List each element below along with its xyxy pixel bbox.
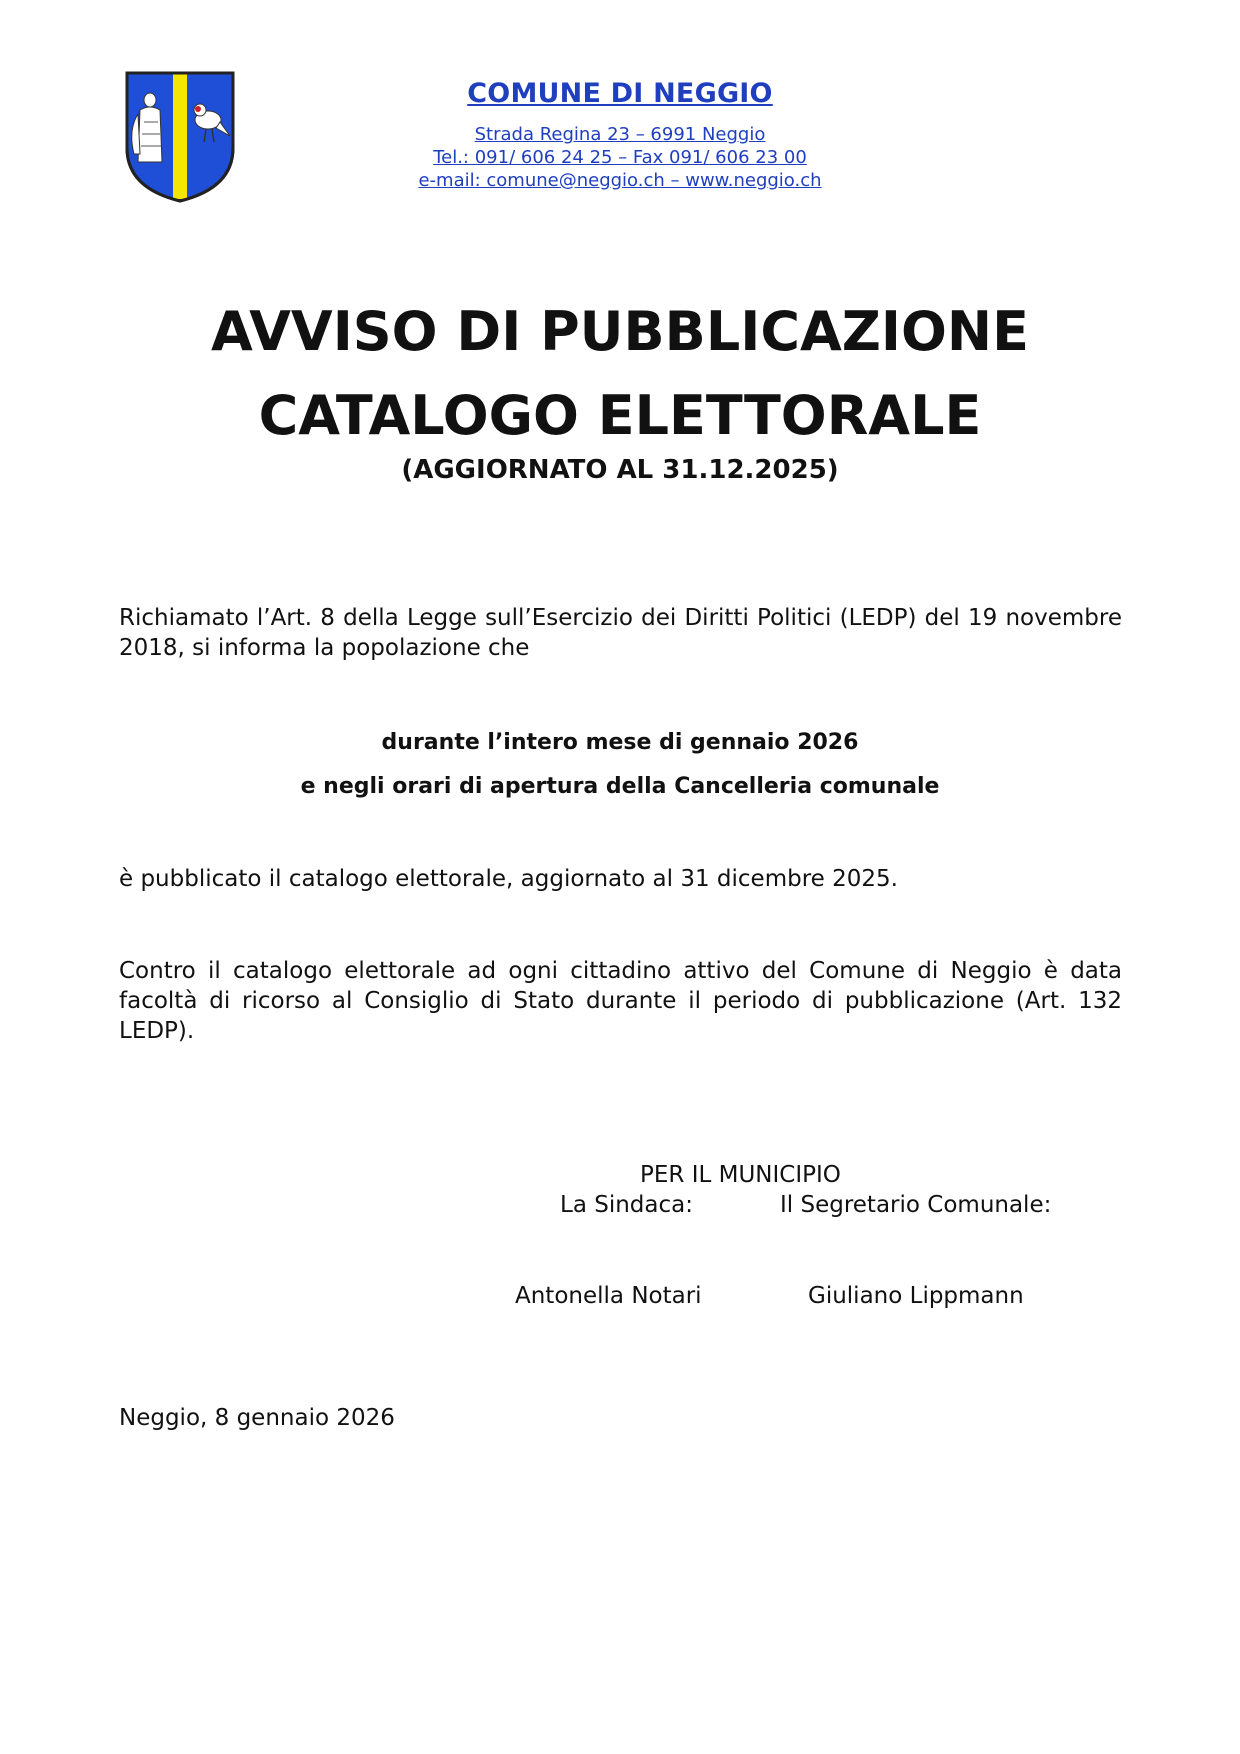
- signature-role-mayor: La Sindaca:: [560, 1192, 693, 1218]
- signature-role-secretary: Il Segretario Comunale:: [780, 1192, 1052, 1218]
- signature-heading: PER IL MUNICIPIO: [640, 1162, 841, 1188]
- highlight-line-2: e negli orari di apertura della Cancelleria comunale: [300, 774, 940, 799]
- signature-name-mayor: Antonella Notari: [515, 1283, 702, 1309]
- municipality-name: COMUNE DI NEGGIO: [467, 78, 773, 109]
- signature-name-secretary: Giuliano Lippmann: [808, 1283, 1024, 1309]
- notice-title-line1: AVVISO DI PUBBLICAZIONE: [210, 300, 1029, 363]
- address-line[interactable]: Strada Regina 23 – 6991 Neggio: [474, 124, 766, 145]
- appeal-paragraph: Contro il catalogo elettorale ad ogni cittadino attivo del Comune di Neggio è data facoltà di ricorso al Consiglio di Stato durante il periodo di pubblicazione (Art. 132 LEDP).: [119, 958, 1122, 1044]
- highlight-line-1: durante l’intero mese di gennaio 2026: [381, 730, 859, 755]
- phone-fax-line[interactable]: Tel.: 091/ 606 24 25 – Fax 091/ 606 23 00: [433, 147, 807, 168]
- notice-title: [120, 290, 1120, 458]
- notice-subtitle: (AGGIORNATO AL 31.12.2025): [401, 455, 839, 485]
- email-website-line[interactable]: e-mail: comune@neggio.ch – www.neggio.ch: [418, 170, 822, 191]
- place-date: Neggio, 8 gennaio 2026: [119, 1405, 395, 1431]
- intro-paragraph: Richiamato l’Art. 8 della Legge sull’Esercizio dei Diritti Politici (LEDP) del 19 novembre 2018, si informa la popolazione che: [119, 605, 1122, 661]
- notice-title-line2: CATALOGO ELETTORALE: [258, 384, 982, 447]
- letterhead: [380, 78, 860, 192]
- publication-paragraph: è pubblicato il catalogo elettorale, aggiornato al 31 dicembre 2025.: [119, 866, 898, 892]
- coat-of-arms-icon: [124, 70, 236, 204]
